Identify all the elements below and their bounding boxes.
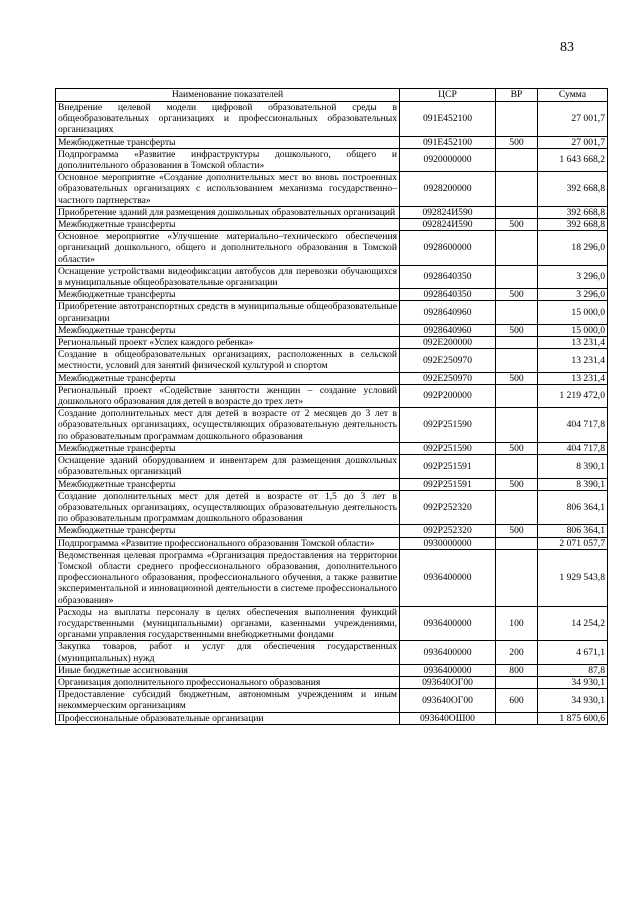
row-vr-cell <box>496 537 538 549</box>
row-vr-cell <box>496 102 538 137</box>
row-csr-cell: 091E452100 <box>400 102 496 137</box>
row-csr-cell: 0936400000 <box>400 641 496 664</box>
row-csr-cell: 0928640350 <box>400 289 496 301</box>
row-name-cell: Оснащение устройствами видеофиксации автобусов для перевозки обучающихся в муниципальные общеобразовательные организации <box>56 265 400 288</box>
row-csr-cell: 092E200000 <box>400 337 496 349</box>
row-csr-cell: 093640ОГ00 <box>400 676 496 688</box>
row-vr-cell: 500 <box>496 442 538 454</box>
row-csr-cell: 0936400000 <box>400 664 496 676</box>
row-sum-cell: 392 668,8 <box>538 206 608 218</box>
row-name-cell: Оснащение зданий оборудованием и инвентарем для размещения дошкольных образовательных организаций <box>56 455 400 478</box>
row-csr-cell: 0930000000 <box>400 537 496 549</box>
row-name-cell: Профессиональные образовательные организации <box>56 712 400 724</box>
row-sum-cell: 27 001,7 <box>538 102 608 137</box>
row-vr-cell <box>496 231 538 266</box>
row-csr-cell: 093640ОГ00 <box>400 689 496 712</box>
table-row <box>56 148 608 171</box>
row-name-cell: Закупка товаров, работ и услуг для обеспечения государственных (муниципальных) нужд <box>56 641 400 664</box>
row-name-cell: Региональный проект «Успех каждого ребенка» <box>56 337 400 349</box>
row-sum-cell: 392 668,8 <box>538 219 608 231</box>
row-vr-cell <box>496 549 538 606</box>
table-body <box>56 102 608 725</box>
row-csr-cell: 092824И590 <box>400 206 496 218</box>
row-csr-cell: 092P200000 <box>400 384 496 407</box>
page-number: 83 <box>560 40 574 55</box>
table-row <box>56 349 608 372</box>
row-sum-cell: 34 930,1 <box>538 676 608 688</box>
row-name-cell: Региональный проект «Содействие занятости женщин – создание условий дошкольного образования для детей в возрасте до трех лет» <box>56 384 400 407</box>
table-row <box>56 372 608 384</box>
row-name-cell: Межбюджетные трансферты <box>56 442 400 454</box>
row-csr-cell: 0928640350 <box>400 265 496 288</box>
row-name-cell: Основное мероприятие «Улучшение материально–технического обеспечения организаций дошкольного, общего и дополнительного образования в Томской области» <box>56 231 400 266</box>
table-row <box>56 172 608 207</box>
header-name: Наименование показателей <box>56 89 400 102</box>
row-sum-cell: 1 219 472,0 <box>538 384 608 407</box>
row-csr-cell: 0936400000 <box>400 606 496 641</box>
row-csr-cell: 092E250970 <box>400 372 496 384</box>
row-name-cell: Межбюджетные трансферты <box>56 289 400 301</box>
table-row <box>56 408 608 443</box>
row-vr-cell: 200 <box>496 641 538 664</box>
row-name-cell: Приобретение автотранспортных средств в муниципальные общеобразовательные организации <box>56 301 400 324</box>
row-vr-cell: 800 <box>496 664 538 676</box>
row-csr-cell: 091E452100 <box>400 136 496 148</box>
row-sum-cell: 1 643 668,2 <box>538 148 608 171</box>
row-vr-cell <box>496 172 538 207</box>
row-vr-cell <box>496 337 538 349</box>
table-row <box>56 337 608 349</box>
row-vr-cell <box>496 455 538 478</box>
table-row <box>56 664 608 676</box>
row-csr-cell: 0928640960 <box>400 324 496 336</box>
row-sum-cell: 3 296,0 <box>538 265 608 288</box>
table-row <box>56 549 608 606</box>
table-row <box>56 606 608 641</box>
row-csr-cell: 092824И590 <box>400 219 496 231</box>
table-row <box>56 641 608 664</box>
row-sum-cell: 806 364,1 <box>538 490 608 525</box>
row-sum-cell: 3 296,0 <box>538 289 608 301</box>
row-sum-cell: 14 254,2 <box>538 606 608 641</box>
row-vr-cell: 500 <box>496 136 538 148</box>
table-row <box>56 231 608 266</box>
row-sum-cell: 15 000,0 <box>538 324 608 336</box>
row-csr-cell: 092P251591 <box>400 455 496 478</box>
row-csr-cell: 0928640960 <box>400 301 496 324</box>
row-csr-cell: 0928200000 <box>400 172 496 207</box>
row-sum-cell: 1 875 600,6 <box>538 712 608 724</box>
row-name-cell: Создание в общеобразовательных организациях, расположенных в сельской местности, условий для занятий физической культурой и спортом <box>56 349 400 372</box>
table-row <box>56 219 608 231</box>
row-name-cell: Межбюджетные трансферты <box>56 525 400 537</box>
table-row <box>56 490 608 525</box>
row-csr-cell: 092P252320 <box>400 490 496 525</box>
row-vr-cell: 500 <box>496 219 538 231</box>
row-name-cell: Организация дополнительного профессионального образования <box>56 676 400 688</box>
table-row <box>56 289 608 301</box>
row-sum-cell: 8 390,1 <box>538 455 608 478</box>
budget-table <box>55 88 608 725</box>
row-vr-cell <box>496 384 538 407</box>
row-name-cell: Создание дополнительных мест для детей в возрасте от 2 месяцев до 3 лет в образовательных организациях, осуществляющих образовательную деятельность по образовательным программам дошкольного образования <box>56 408 400 443</box>
row-sum-cell: 4 671,1 <box>538 641 608 664</box>
table-row <box>56 676 608 688</box>
row-vr-cell <box>496 712 538 724</box>
row-vr-cell: 500 <box>496 324 538 336</box>
row-sum-cell: 18 296,0 <box>538 231 608 266</box>
row-vr-cell <box>496 206 538 218</box>
row-name-cell: Основное мероприятие «Создание дополнительных мест во вновь построенных образовательных организациях с использованием механизма государственно–частного партнерства» <box>56 172 400 207</box>
row-name-cell: Приобретение зданий для размещения дошкольных образовательных организаций <box>56 206 400 218</box>
table-row <box>56 324 608 336</box>
row-csr-cell: 093640ОШ00 <box>400 712 496 724</box>
table-row <box>56 442 608 454</box>
row-sum-cell: 404 717,8 <box>538 442 608 454</box>
row-name-cell: Межбюджетные трансферты <box>56 219 400 231</box>
row-csr-cell: 092P251591 <box>400 478 496 490</box>
row-sum-cell: 404 717,8 <box>538 408 608 443</box>
row-name-cell: Подпрограмма «Развитие профессионального образования Томской области» <box>56 537 400 549</box>
table-row <box>56 537 608 549</box>
row-vr-cell: 500 <box>496 372 538 384</box>
row-sum-cell: 806 364,1 <box>538 525 608 537</box>
row-sum-cell: 13 231,4 <box>538 372 608 384</box>
row-vr-cell: 600 <box>496 689 538 712</box>
table-row <box>56 712 608 724</box>
row-csr-cell: 092P252320 <box>400 525 496 537</box>
row-sum-cell: 8 390,1 <box>538 478 608 490</box>
table-row <box>56 206 608 218</box>
row-csr-cell: 092P251590 <box>400 442 496 454</box>
table-row <box>56 689 608 712</box>
row-vr-cell <box>496 301 538 324</box>
row-csr-cell: 092E250970 <box>400 349 496 372</box>
row-name-cell: Межбюджетные трансферты <box>56 324 400 336</box>
row-name-cell: Межбюджетные трансферты <box>56 478 400 490</box>
row-sum-cell: 392 668,8 <box>538 172 608 207</box>
row-csr-cell: 0936400000 <box>400 549 496 606</box>
row-name-cell: Внедрение целевой модели цифровой образовательной среды в общеобразовательных организациях и профессиональных образовательных организациях <box>56 102 400 137</box>
row-sum-cell: 2 071 057,7 <box>538 537 608 549</box>
row-sum-cell: 13 231,4 <box>538 337 608 349</box>
table-row <box>56 301 608 324</box>
table-row <box>56 102 608 137</box>
row-vr-cell <box>496 490 538 525</box>
row-name-cell: Создание дополнительных мест для детей в возрасте от 1,5 до 3 лет в образовательных организациях, осуществляющих образовательную деятельность по образовательным программам дошкольного образования <box>56 490 400 525</box>
row-name-cell: Предоставление субсидий бюджетным, автономным учреждениям и иным некоммерческим организациям <box>56 689 400 712</box>
header-vr: ВР <box>496 89 538 102</box>
row-sum-cell: 15 000,0 <box>538 301 608 324</box>
row-csr-cell: 0928600000 <box>400 231 496 266</box>
row-csr-cell: 0920000000 <box>400 148 496 171</box>
row-name-cell: Межбюджетные трансферты <box>56 372 400 384</box>
row-vr-cell <box>496 265 538 288</box>
row-name-cell: Иные бюджетные ассигнования <box>56 664 400 676</box>
header-csr: ЦСР <box>400 89 496 102</box>
table-row <box>56 478 608 490</box>
row-sum-cell: 13 231,4 <box>538 349 608 372</box>
row-vr-cell <box>496 676 538 688</box>
row-name-cell: Расходы на выплаты персоналу в целях обеспечения выполнения функций государственными (муниципальными) органами, казенными учреждениями, органами управления государственными внебюджетными фондами <box>56 606 400 641</box>
row-vr-cell <box>496 408 538 443</box>
row-vr-cell: 500 <box>496 525 538 537</box>
table-row <box>56 455 608 478</box>
table-header-row <box>56 89 608 102</box>
row-vr-cell: 500 <box>496 289 538 301</box>
table-row <box>56 525 608 537</box>
row-sum-cell: 27 001,7 <box>538 136 608 148</box>
table-row <box>56 384 608 407</box>
row-name-cell: Подпрограмма «Развитие инфраструктуры дошкольного, общего и дополнительного образования в Томской области» <box>56 148 400 171</box>
row-sum-cell: 87,8 <box>538 664 608 676</box>
table-row <box>56 136 608 148</box>
row-vr-cell <box>496 349 538 372</box>
table-row <box>56 265 608 288</box>
row-name-cell: Ведомственная целевая программа «Организация предоставления на территории Томской области среднего профессионального образования, дополнительного профессионального образования, профессионального обучения, а также развитие экспериментальной и инновационной деятельности в системе профессионального образования» <box>56 549 400 606</box>
row-sum-cell: 34 930,1 <box>538 689 608 712</box>
row-csr-cell: 092P251590 <box>400 408 496 443</box>
row-name-cell: Межбюджетные трансферты <box>56 136 400 148</box>
row-vr-cell: 500 <box>496 478 538 490</box>
header-sum: Сумма <box>538 89 608 102</box>
row-vr-cell: 100 <box>496 606 538 641</box>
row-vr-cell <box>496 148 538 171</box>
row-sum-cell: 1 929 543,8 <box>538 549 608 606</box>
